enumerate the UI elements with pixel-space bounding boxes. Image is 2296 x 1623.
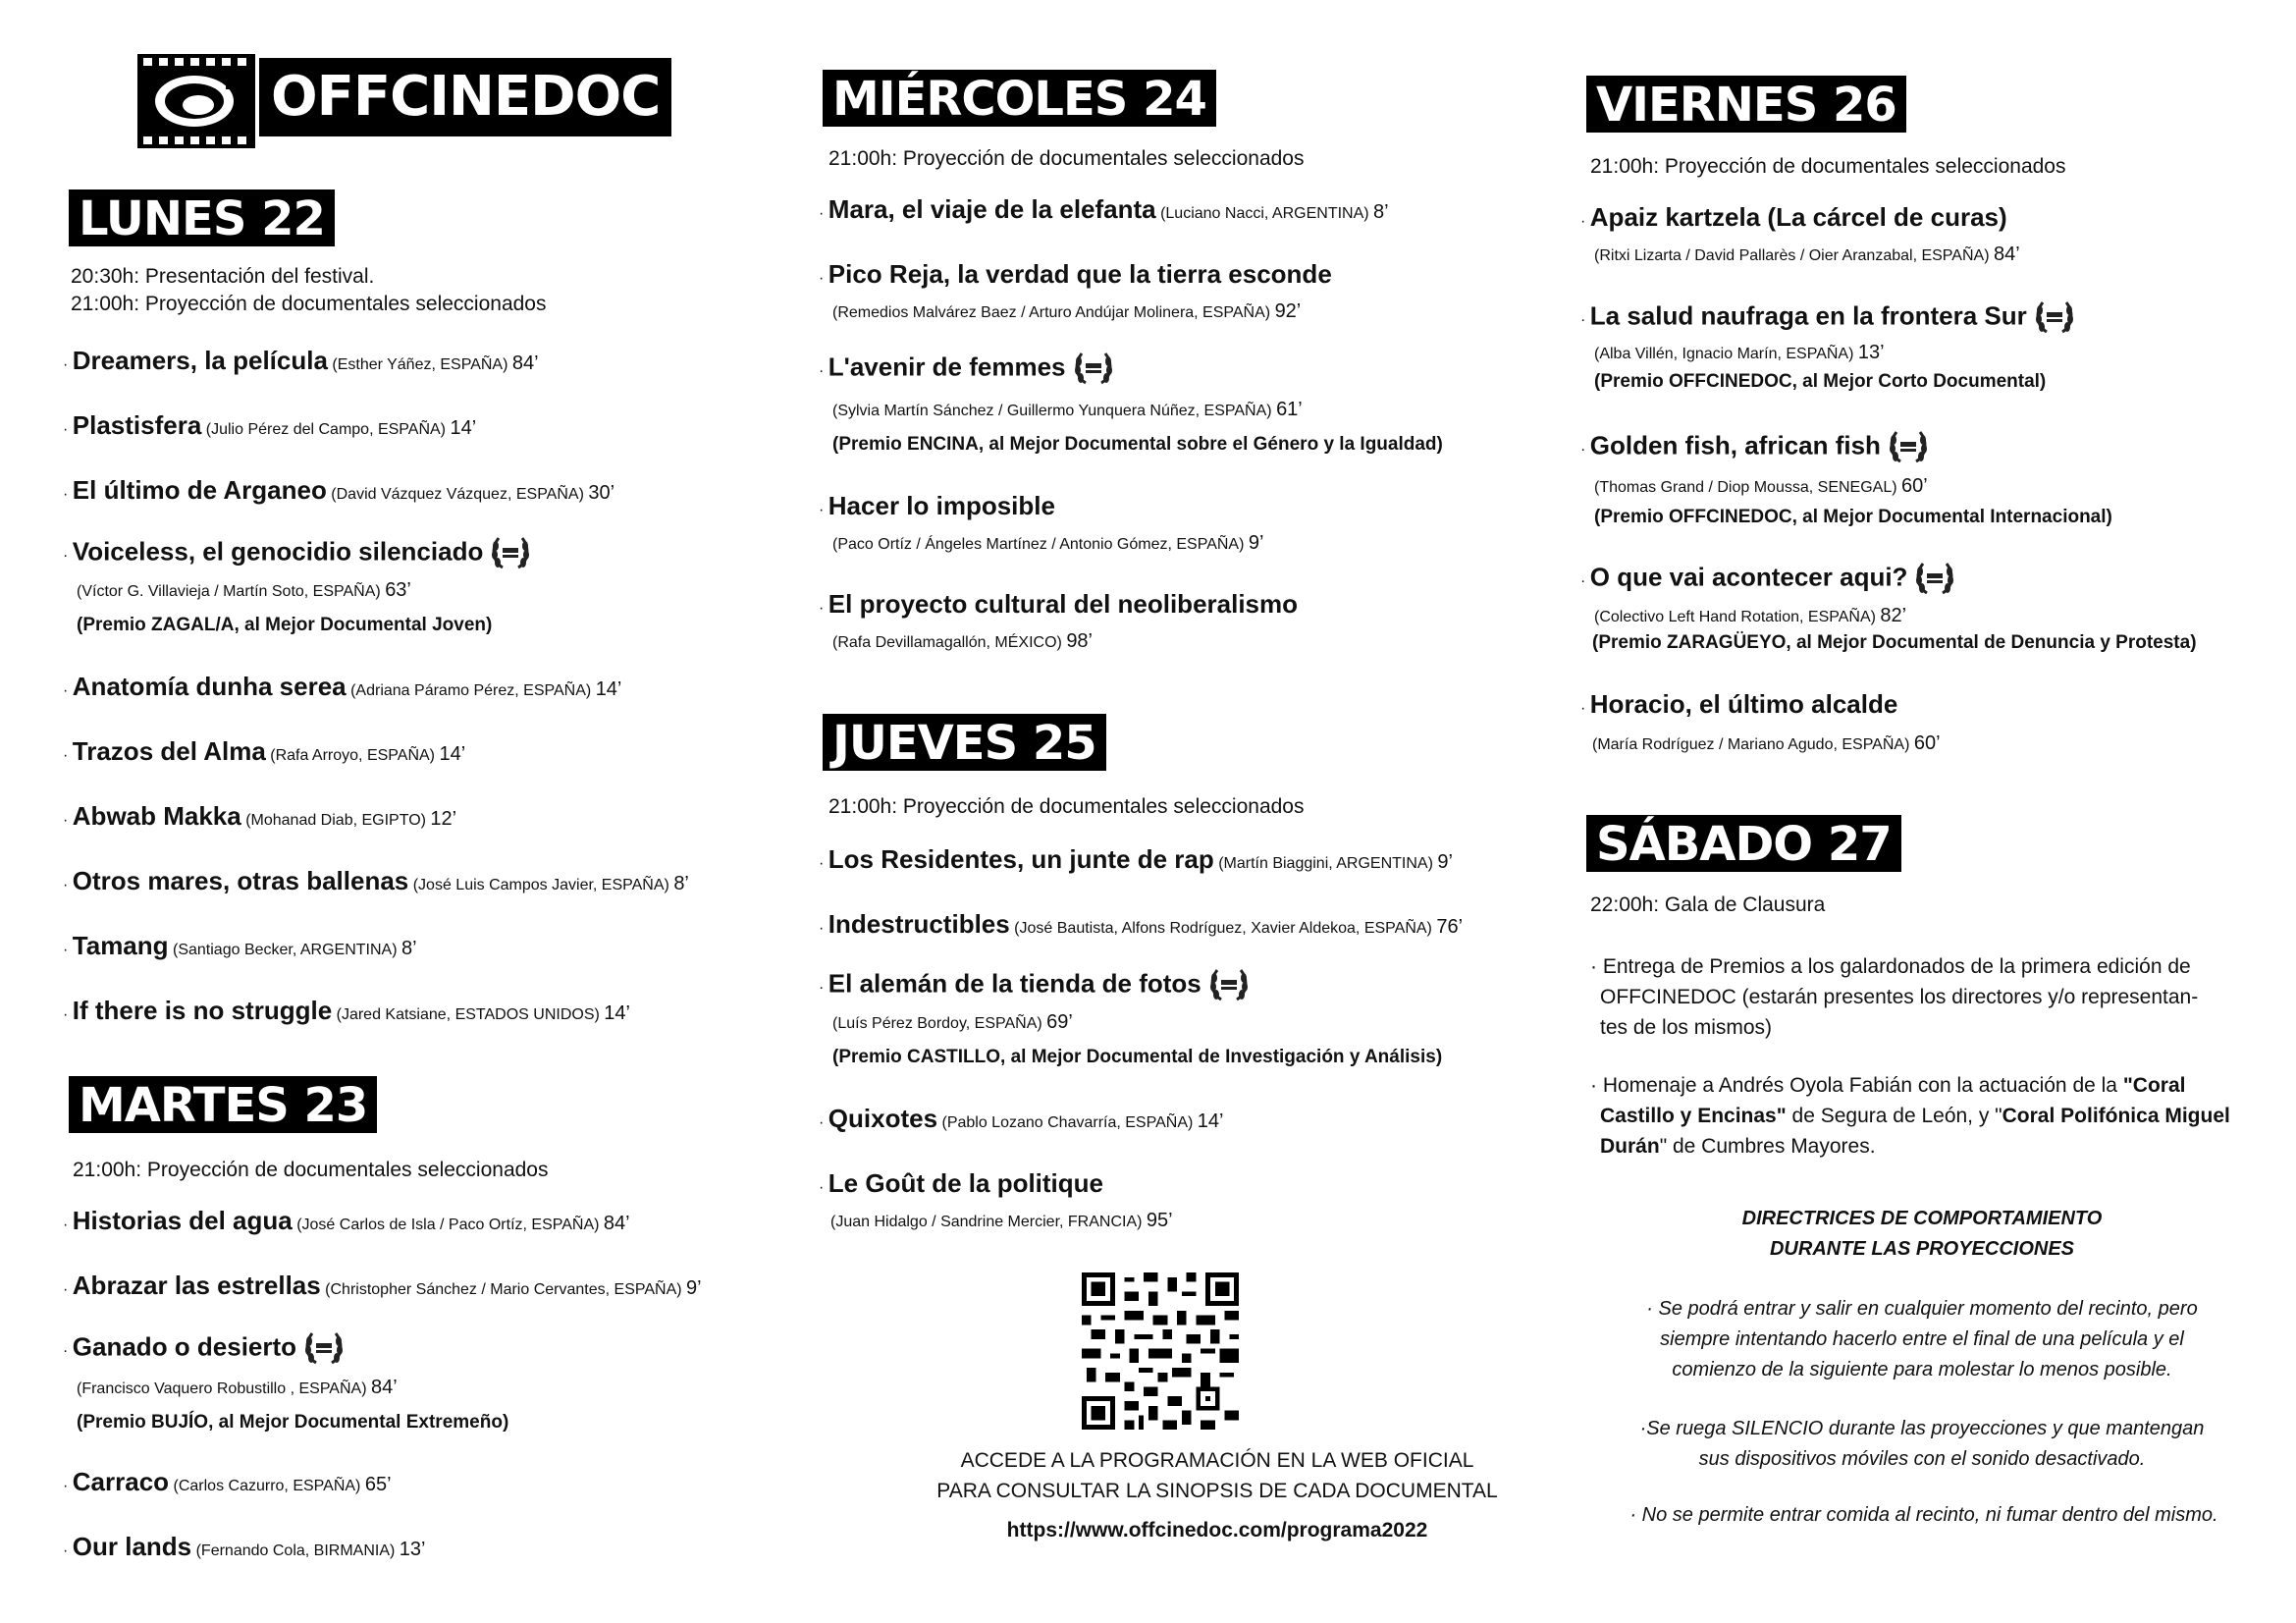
laurel-award-icon [302, 1329, 346, 1374]
film-title: Anatomía dunha serea [72, 672, 347, 701]
film-title: El último de Arganeo [72, 475, 327, 505]
film-entry [63, 672, 621, 702]
film-title: Dreamers, la película [72, 346, 328, 375]
rule-line: siempre intentando hacerlo entre el final de una película y el [1660, 1328, 2184, 1350]
rule-entry-schedule [1578, 1294, 2266, 1385]
film-entry [63, 1532, 425, 1562]
day-intro: 21:00h: Proyección de documentales seleccionados [73, 1159, 549, 1181]
note-line [1590, 1101, 2230, 1131]
bullet: · [63, 547, 73, 565]
film-entry [819, 966, 1251, 1010]
film-duration: 76’ [1436, 916, 1464, 938]
film-credit: (Carlos Cazurro, ESPAÑA) [173, 1478, 361, 1494]
film-credit: (Sylvia Martín Sánchez / Guillermo Yunquera Núñez, ESPAÑA) [832, 403, 1272, 419]
film-credit: (Rafa Devillamagallón, MÉXICO) [832, 634, 1062, 651]
film-title: Indestructibles [828, 909, 1010, 939]
note-line [1590, 1131, 2230, 1162]
film-title: O que vai acontecer aqui? [1589, 562, 1908, 592]
film-credit-line [830, 1210, 1173, 1232]
bullet: · [63, 1478, 73, 1494]
film-credit: (Fernando Cola, BIRMANIA) [195, 1542, 396, 1559]
bullet: · [63, 486, 73, 503]
film-duration: 14’ [595, 678, 622, 700]
film-title: Plastisfera [72, 410, 202, 440]
award-line: (Premio BUJÍO, al Mejor Documental Extremeño) [77, 1412, 509, 1433]
bullet: · [819, 1114, 828, 1131]
film-credit: (Jared Katsiane, ESTADOS UNIDOS) [336, 1006, 600, 1023]
logo-wordmark: OFFCINEDOC [259, 58, 671, 136]
film-title: El proyecto cultural del neoliberalismo [828, 589, 1299, 619]
film-credit: (Rafa Arroyo, ESPAÑA) [270, 747, 435, 764]
film-duration: 9’ [1248, 532, 1264, 554]
film-credit: (Colectivo Left Hand Rotation, ESPAÑA) [1594, 609, 1876, 625]
film-camera-icon [137, 54, 255, 148]
award-line: (Premio ZARAGÜEYO, al Mejor Documental de Denuncia y Protesta) [1592, 632, 2197, 653]
film-duration: 61’ [1276, 399, 1303, 420]
film-entry [63, 736, 465, 767]
bullet: · [819, 205, 828, 222]
film-credit-line [832, 532, 1263, 555]
film-credit-line [1594, 243, 2020, 266]
day-intro: 22:00h: Gala de Clausura [1590, 893, 1826, 916]
film-duration: 30’ [588, 482, 615, 504]
film-credit: (José Carlos de Isla / Paco Ortíz, ESPAÑA) [296, 1217, 600, 1233]
film-entry [63, 534, 532, 578]
film-entry [1580, 298, 2076, 343]
film-duration: 13’ [1857, 342, 1885, 363]
film-credit: (Esther Yáñez, ESPAÑA) [332, 356, 508, 373]
film-credit-line [1592, 732, 1941, 755]
film-entry [819, 909, 1463, 940]
day-heading-jueves: JUEVES 25 [823, 714, 1106, 771]
film-entry [63, 1206, 630, 1236]
film-entry [63, 346, 539, 376]
bullet: · [63, 942, 73, 958]
film-duration: 84’ [511, 352, 539, 374]
choir-name: Coral Polifónica Miguel [2002, 1105, 2230, 1127]
note-line: tes de los mismos) [1600, 1016, 1773, 1039]
bullet: · [63, 877, 73, 893]
day-intro [71, 263, 546, 318]
film-credit-line [832, 630, 1093, 653]
film-duration: 92’ [1274, 300, 1302, 322]
intro-line: 21:00h: Proyección de documentales seleccionados [71, 293, 547, 315]
day-heading-viernes: VIERNES 26 [1586, 76, 1906, 133]
film-duration: 8’ [673, 873, 689, 894]
bullet: · [1580, 213, 1590, 230]
film-title: Apaiz kartzela (La cárcel de curas) [1589, 202, 2007, 232]
bullet: · [819, 855, 828, 872]
film-credit: (Paco Ortíz / Ángeles Martínez / Antonio Gómez, ESPAÑA) [832, 536, 1245, 553]
program-url-link[interactable]: https://www.offcinedoc.com/programa2022 [1006, 1519, 1428, 1542]
bullet: · [63, 421, 73, 438]
film-duration: 8’ [1373, 201, 1389, 223]
film-entry [1580, 202, 2007, 233]
bullet: · [63, 1006, 73, 1023]
film-credit: (David Vázquez Vázquez, ESPAÑA) [331, 486, 584, 503]
film-entry [63, 996, 630, 1026]
bullet: · [63, 1342, 73, 1360]
film-credit: (Luís Pérez Bordoy, ESPAÑA) [832, 1015, 1042, 1032]
film-duration: 60’ [1901, 475, 1928, 497]
rule-line: ·Se ruega SILENCIO durante las proyecciones y que mantengan [1639, 1418, 2205, 1439]
film-credit: (Thomas Grand / Diop Moussa, SENEGAL) [1594, 479, 1897, 496]
bullet: · [819, 270, 828, 287]
closing-bullet-tribute [1590, 1070, 2230, 1162]
film-duration: 84’ [370, 1377, 398, 1398]
film-credit: (Mohanad Diab, EGIPTO) [245, 812, 426, 829]
film-duration: 69’ [1046, 1011, 1073, 1033]
rule-entry-food: · No se permite entrar comida al recinto, ni fumar dentro del mismo. [1629, 1504, 2218, 1526]
film-title: El alemán de la tienda de fotos [828, 968, 1201, 999]
rule-line: · Se podrá entrar y salir en cualquier momento del recinto, pero [1646, 1298, 2198, 1320]
film-title: Historias del agua [72, 1206, 293, 1235]
film-credit-line [1594, 605, 1906, 627]
film-title: Abrazar las estrellas [72, 1271, 321, 1300]
choir-name: "Coral [2122, 1074, 2186, 1097]
bullet: · [1580, 441, 1590, 459]
bullet: · [63, 812, 73, 829]
note-text: " de Cumbres Mayores. [1659, 1135, 1876, 1158]
note-line [1590, 1070, 2230, 1101]
film-title: If there is no struggle [72, 996, 333, 1025]
day-intro: 21:00h: Proyección de documentales seleccionados [1590, 155, 2066, 178]
bullet: · [819, 362, 828, 380]
web-notice [844, 1445, 1590, 1545]
bullet: · [819, 979, 828, 997]
film-entry [1580, 560, 1956, 604]
film-credit: (Víctor G. Villavieja / Martín Soto, ESPAÑA) [77, 583, 381, 600]
film-entry [63, 1271, 702, 1301]
rule-line: comienzo de la siguiente para molestar lo menos posible. [1672, 1359, 2172, 1380]
day-heading-miercoles: MIÉRCOLES 24 [823, 70, 1216, 127]
laurel-award-icon [1887, 428, 1930, 472]
award-line: (Premio ZAGAL/A, al Mejor Documental Joven) [77, 615, 493, 635]
film-title: Carraco [72, 1467, 170, 1496]
film-entry [63, 475, 614, 506]
film-entry [1580, 689, 1897, 720]
bullet: · [819, 920, 828, 937]
film-title: Tamang [72, 931, 169, 960]
film-duration: 63’ [385, 579, 411, 601]
film-duration: 98’ [1066, 630, 1094, 652]
film-entry [63, 801, 456, 832]
film-title: Los Residentes, un junte de rap [828, 844, 1214, 874]
award-line: (Premio OFFCINEDOC, al Mejor Documental Internacional) [1594, 507, 2112, 527]
web-notice-line: ACCEDE A LA PROGRAMACIÓN EN LA WEB OFICIAL [960, 1449, 1474, 1472]
rules-heading [1578, 1204, 2266, 1265]
bullet: · [63, 1281, 73, 1298]
film-credit-line [1594, 475, 1928, 498]
film-credit-line [832, 399, 1303, 421]
bullet: · [63, 1542, 73, 1559]
film-title: La salud naufraga en la frontera Sur [1589, 300, 2027, 331]
rules-heading-line: DURANTE LAS PROYECCIONES [1769, 1238, 2075, 1260]
film-entry [63, 1329, 346, 1374]
film-entry [819, 259, 1332, 290]
film-credit: (Alba Villén, Ignacio Marín, ESPAÑA) [1594, 346, 1854, 362]
film-credit: (Santiago Becker, ARGENTINA) [173, 942, 398, 958]
film-entry [819, 350, 1115, 394]
bullet: · [1580, 572, 1590, 590]
film-duration: 95’ [1146, 1210, 1173, 1231]
film-entry [63, 1467, 392, 1497]
film-credit: (José Luis Campos Javier, ESPAÑA) [412, 877, 669, 893]
film-entry [819, 589, 1298, 620]
laurel-award-icon [1913, 560, 1956, 604]
laurel-award-icon [1072, 350, 1115, 394]
film-title: Our lands [72, 1532, 192, 1561]
film-entry [1580, 428, 1930, 472]
note-line: OFFCINEDOC (estarán presentes los directores y/o representan- [1600, 986, 2199, 1008]
film-credit-line [1594, 342, 1885, 364]
film-credit: (Juan Hidalgo / Sandrine Mercier, FRANCIA) [830, 1214, 1143, 1230]
film-duration: 65’ [364, 1474, 392, 1495]
bullet: · [819, 600, 828, 617]
award-line: (Premio OFFCINEDOC, al Mejor Corto Documental) [1594, 371, 2047, 392]
bullet: · [63, 747, 73, 764]
award-line: (Premio CASTILLO, al Mejor Documental de Investigación y Análisis) [832, 1047, 1443, 1067]
film-duration: 82’ [1880, 605, 1907, 626]
choir-name: Castillo y Encinas" [1600, 1105, 1787, 1127]
film-title: Quixotes [828, 1104, 938, 1133]
film-title: Abwab Makka [72, 801, 241, 831]
film-title: Le Goût de la politique [828, 1168, 1104, 1198]
film-entry [819, 1104, 1223, 1134]
day-heading-martes: MARTES 23 [69, 1076, 377, 1133]
film-duration: 9’ [686, 1277, 702, 1299]
qr-code-icon [1082, 1272, 1239, 1430]
closing-bullet-awards [1590, 951, 2198, 1043]
film-entry [819, 491, 1055, 521]
film-credit-line [832, 1011, 1073, 1034]
day-heading-lunes: LUNES 22 [69, 189, 335, 246]
film-title: Otros mares, otras ballenas [72, 866, 409, 895]
film-credit: (Christopher Sánchez / Mario Cervantes, ESPAÑA) [325, 1281, 682, 1298]
film-entry [819, 844, 1453, 875]
film-duration: 12’ [430, 808, 457, 830]
bullet: · [63, 1217, 73, 1233]
award-line: (Premio ENCINA, al Mejor Documental sobre el Género y la Igualdad) [832, 434, 1443, 455]
day-heading-sabado: SÁBADO 27 [1586, 815, 1901, 872]
film-duration: 14’ [604, 1002, 630, 1024]
film-title: Horacio, el último alcalde [1589, 689, 1898, 719]
film-duration: 9’ [1437, 851, 1453, 873]
bullet: · [63, 356, 73, 373]
film-duration: 84’ [1993, 243, 2020, 265]
film-credit: (Remedios Malvárez Baez / Arturo Andújar Molinera, ESPAÑA) [832, 304, 1271, 321]
film-entry [63, 866, 689, 896]
film-credit: (José Bautista, Alfons Rodríguez, Xavier Aldekoa, ESPAÑA) [1014, 920, 1432, 937]
film-credit-line [832, 300, 1301, 323]
note-line: · Entrega de Premios a los galardonados de la primera edición de [1590, 955, 2191, 978]
film-duration: 14’ [450, 417, 477, 439]
rule-line: sus dispositivos móviles con el sonido desactivado. [1698, 1448, 2146, 1470]
bullet: · [819, 1179, 828, 1196]
film-credit: (Luciano Nacci, ARGENTINA) [1160, 205, 1369, 222]
laurel-award-icon [2033, 298, 2076, 343]
film-title: Trazos del Alma [72, 736, 266, 766]
film-duration: 8’ [400, 938, 417, 959]
note-text: · Homenaje a Andrés Oyola Fabián con la actuación de la [1590, 1074, 2123, 1097]
film-title: Ganado o desierto [72, 1331, 297, 1362]
note-text: de Segura de León, y " [1786, 1105, 2002, 1127]
day-intro: 21:00h: Proyección de documentales seleccionados [828, 795, 1305, 818]
film-title: Hacer lo imposible [828, 491, 1055, 520]
film-credit-line [77, 579, 411, 602]
film-credit: (Pablo Lozano Chavarría, ESPAÑA) [941, 1114, 1194, 1131]
film-entry [819, 1168, 1103, 1199]
film-duration: 14’ [439, 743, 466, 765]
laurel-award-icon [489, 534, 532, 578]
film-duration: 13’ [399, 1539, 426, 1560]
bullet: · [1580, 700, 1590, 717]
rules-heading-line: DIRECTRICES DE COMPORTAMIENTO [1741, 1208, 2103, 1229]
film-credit: (María Rodríguez / Mariano Agudo, ESPAÑA) [1592, 736, 1910, 753]
film-credit: (Julio Pérez del Campo, ESPAÑA) [205, 421, 447, 438]
film-credit: (Ritxi Lizarta / David Pallarès / Oier Aranzabal, ESPAÑA) [1594, 247, 1990, 264]
day-intro: 21:00h: Proyección de documentales seleccionados [828, 147, 1305, 170]
film-entry [63, 931, 417, 961]
film-credit-line [77, 1377, 398, 1399]
film-duration: 14’ [1197, 1110, 1224, 1132]
film-duration: 84’ [603, 1213, 630, 1234]
film-credit: (Adriana Páramo Pérez, ESPAÑA) [350, 682, 592, 699]
bullet: · [819, 502, 828, 518]
film-title: Mara, el viaje de la elefanta [828, 194, 1156, 224]
bullet: · [1580, 311, 1590, 329]
bullet: · [63, 682, 73, 699]
film-duration: 60’ [1913, 732, 1941, 754]
laurel-award-icon [1207, 966, 1251, 1010]
film-credit: (Francisco Vaquero Robustillo , ESPAÑA) [77, 1380, 367, 1397]
film-entry [819, 194, 1389, 225]
film-title: Golden fish, african fish [1589, 430, 1881, 460]
film-credit: (Martín Biaggini, ARGENTINA) [1218, 855, 1433, 872]
web-notice-line: PARA CONSULTAR LA SINOPSIS DE CADA DOCUMENTAL [936, 1480, 1498, 1502]
rule-entry-silence [1578, 1414, 2266, 1475]
film-title: L'avenir de femmes [828, 352, 1066, 382]
film-title: Pico Reja, la verdad que la tierra esconde [828, 259, 1332, 289]
film-title: Voiceless, el genocidio silenciado [72, 536, 484, 567]
choir-name: Durán [1600, 1135, 1660, 1158]
film-entry [63, 410, 476, 441]
intro-line: 20:30h: Presentación del festival. [71, 265, 375, 288]
